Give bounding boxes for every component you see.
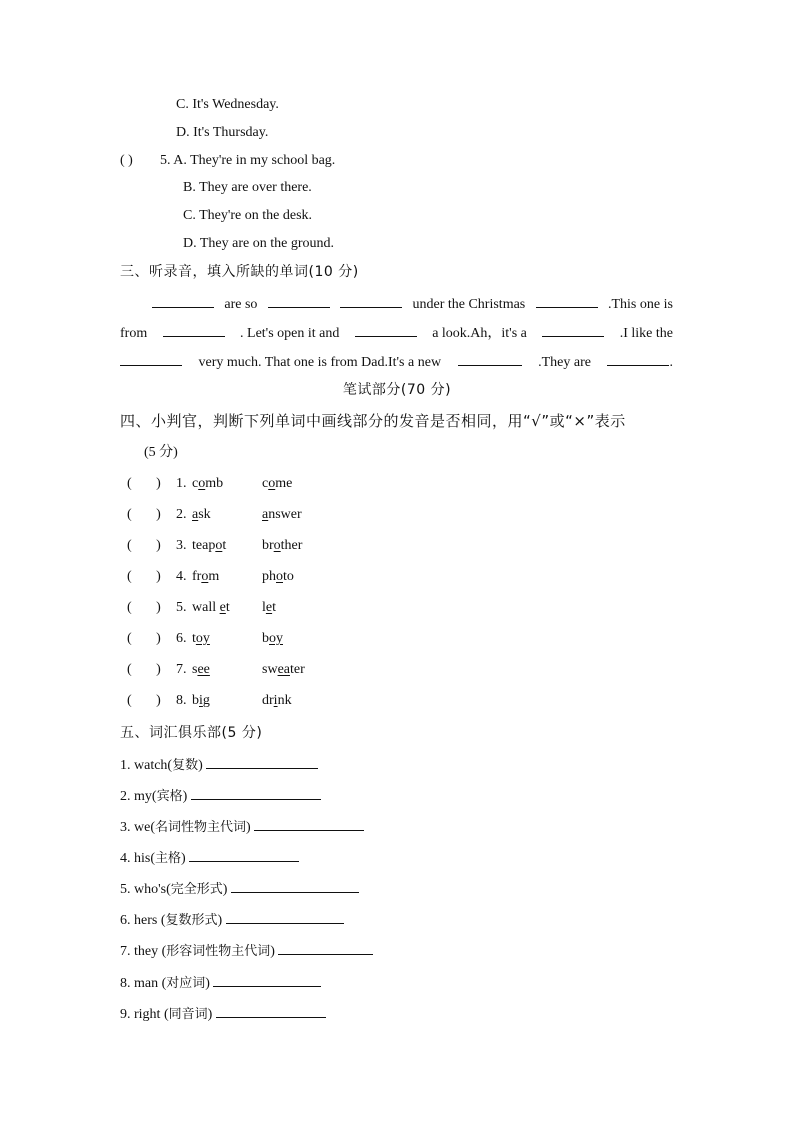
underlined-letters: o [276, 569, 283, 584]
word-one: big [192, 693, 210, 708]
vocab-word: 3. we( [120, 820, 155, 835]
vocab-item [120, 878, 359, 900]
word-one: comb [192, 476, 224, 491]
q5-option-d: D. They are on the ground. [183, 236, 334, 251]
vocab-close: ) [182, 789, 188, 804]
item-number: 3. [176, 538, 187, 553]
answer-paren[interactable]: ( ) [127, 600, 161, 615]
section4-title: 四、小判官，判断下列单词中画线部分的发音是否相同，用“√”或“×”表示 [120, 412, 626, 430]
item-number: 4. [176, 569, 187, 584]
vocab-close: ) [181, 851, 186, 866]
word-two: drink [262, 693, 292, 708]
answer-blank[interactable] [231, 878, 359, 893]
answer-blank[interactable] [278, 940, 373, 955]
item-number: 7. [176, 662, 187, 677]
word-two: sweater [262, 662, 305, 677]
vocab-word: 8. man ( [120, 976, 167, 991]
vocab-close: ) [207, 1007, 213, 1022]
answer-paren[interactable]: ( ) [127, 476, 161, 491]
text-segment: . Let's open it and [240, 326, 340, 341]
section3-line1 [152, 293, 673, 315]
vocab-hint: 主格 [155, 851, 182, 866]
vocab-hint: 复数形式 [165, 913, 218, 928]
underlined-letters: o [215, 538, 223, 553]
answer-blank[interactable] [213, 972, 321, 987]
text-segment: under the Christmas [412, 297, 526, 312]
underlined-letters: ee [197, 662, 210, 677]
vocab-hint: 同音词 [168, 1007, 208, 1022]
vocab-item [120, 940, 373, 962]
vocab-hint: 形容词性物主代词 [166, 944, 271, 959]
vocab-item [120, 785, 321, 807]
section5-title: 五、词汇俱乐部(5 分) [120, 725, 263, 741]
vocab-word: 6. hers ( [120, 913, 166, 928]
q5-option-c: C. They're on the desk. [183, 208, 313, 223]
underlined-letters: i [199, 693, 203, 708]
answer-paren[interactable]: ( ) [127, 693, 161, 708]
blank-5[interactable] [163, 322, 225, 337]
vocab-word: 4. his( [120, 851, 155, 866]
word-one: see [192, 662, 210, 677]
answer-blank[interactable] [216, 1003, 326, 1018]
word-one: teapot [192, 538, 227, 553]
vocab-item [120, 754, 318, 776]
blank-2[interactable] [268, 293, 330, 308]
q5-option-b: B. They are over there. [183, 180, 312, 195]
word-one: ask [192, 507, 211, 522]
text-segment: .This one is [607, 297, 673, 312]
answer-paren[interactable]: ( ) [127, 662, 161, 677]
vocab-hint: 完全形式 [170, 882, 223, 897]
answer-paren[interactable]: ( ) [127, 569, 161, 584]
section3-line3 [120, 351, 673, 373]
underlined-letters: o [273, 538, 281, 553]
text-segment: a look.Ah，it's a [432, 326, 527, 341]
q5-answer-paren: ( ) [120, 153, 133, 168]
word-one: toy [192, 631, 210, 646]
vocab-item [120, 847, 299, 869]
vocab-hint: 宾格 [156, 789, 183, 804]
word-one: wall et [192, 600, 230, 615]
item-number: 6. [176, 631, 187, 646]
underlined-letters: oy [195, 631, 210, 646]
answer-paren[interactable]: ( ) [127, 507, 161, 522]
blank-1[interactable] [152, 293, 214, 308]
word-one: from [192, 569, 220, 584]
word-two: brother [262, 538, 303, 553]
section3-line2 [120, 322, 673, 344]
answer-blank[interactable] [206, 754, 318, 769]
underlined-letters: a [262, 507, 269, 522]
section4-points: (5 分) [144, 445, 178, 460]
vocab-item [120, 909, 344, 931]
word-two: answer [262, 507, 302, 522]
answer-blank[interactable] [226, 909, 344, 924]
text-segment: from [120, 326, 148, 341]
text-segment: .I like the [619, 326, 673, 341]
vocab-item [120, 1003, 326, 1025]
q4-option-d: D. It's Thursday. [176, 125, 269, 140]
vocab-word: 7. they ( [120, 944, 167, 959]
vocab-close: ) [270, 944, 275, 959]
underlined-letters: i [273, 693, 278, 708]
text-segment: are so [224, 297, 258, 312]
blank-3[interactable] [340, 293, 402, 308]
underlined-letters: a [192, 507, 199, 522]
blank-8[interactable] [120, 351, 182, 366]
word-two: come [262, 476, 293, 491]
answer-blank[interactable] [189, 847, 299, 862]
answer-paren[interactable]: ( ) [127, 631, 161, 646]
underlined-letters: oy [269, 631, 283, 646]
vocab-item [120, 972, 321, 994]
vocab-close: ) [205, 976, 210, 991]
underlined-letters: o [268, 476, 276, 491]
vocab-item [120, 816, 364, 838]
underlined-letters: ea [277, 662, 290, 677]
blank-4[interactable] [536, 293, 598, 308]
vocab-hint: 对应词 [166, 976, 206, 991]
vocab-close: ) [246, 820, 251, 835]
text-segment: . [669, 355, 673, 370]
written-part-title: 笔试部分(70 分) [342, 382, 452, 398]
vocab-word: 9. right ( [120, 1007, 169, 1022]
answer-paren[interactable]: ( ) [127, 538, 161, 553]
vocab-word: 5. who's( [120, 882, 171, 897]
vocab-word: 2. my( [120, 789, 157, 804]
word-two: boy [262, 631, 283, 646]
word-two: photo [262, 569, 294, 584]
vocab-hint: 名词性物主代词 [155, 820, 247, 835]
underlined-letters: o [201, 569, 209, 584]
vocab-close: ) [198, 758, 203, 773]
q5-option-a: 5. A. They're in my school bag. [160, 153, 336, 168]
text-segment: very much. That one is from Dad.It's a new [198, 355, 442, 370]
blank-9[interactable] [458, 351, 522, 366]
blank-7[interactable] [542, 322, 604, 337]
word-two: let [262, 600, 276, 615]
answer-blank[interactable] [254, 816, 364, 831]
item-number: 5. [176, 600, 187, 615]
answer-blank[interactable] [191, 785, 321, 800]
blank-10[interactable] [607, 351, 669, 366]
item-number: 2. [176, 507, 187, 522]
underlined-letters: e [219, 600, 226, 615]
underlined-letters: e [265, 600, 273, 615]
underlined-letters: o [198, 476, 206, 491]
vocab-hint: 复数 [172, 758, 199, 773]
vocab-word: 1. watch( [120, 758, 173, 773]
item-number: 1. [176, 476, 187, 491]
item-number: 8. [176, 693, 187, 708]
q4-option-c: C. It's Wednesday. [176, 97, 279, 112]
vocab-close: ) [222, 882, 228, 897]
vocab-close: ) [217, 913, 223, 928]
text-segment: .They are [538, 355, 591, 370]
blank-6[interactable] [355, 322, 417, 337]
section3-title: 三、听录音，填入所缺的单词(10 分) [120, 264, 359, 280]
